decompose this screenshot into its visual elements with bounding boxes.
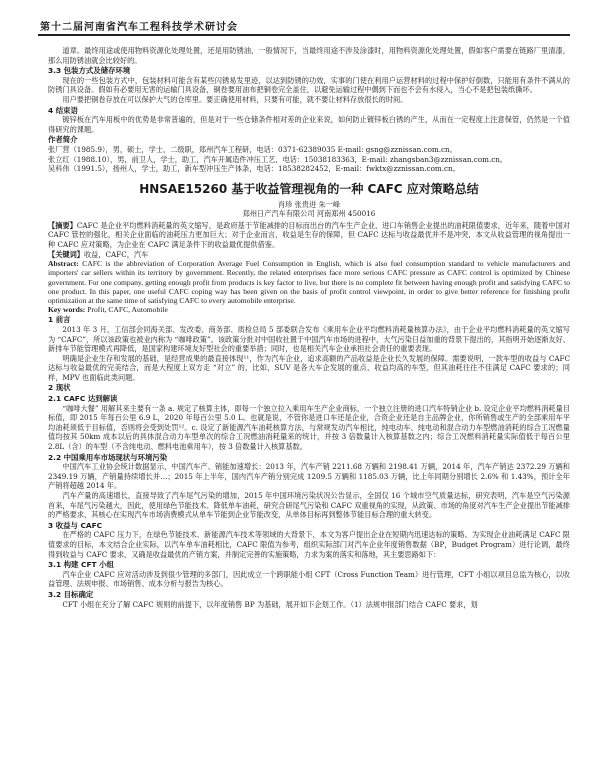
paragraph-3-1: 汽车企业 CAFC 应对活动涉及到很少管理的多部门，因此成立一个跨职能小组 CFT（Cross Function Team）进行管理，CFT 小组以项目总监为核心，以收益管理、法规申报、市场销售、成本分析与报告为核心。: [48, 569, 570, 589]
section-3-1-heading: 3.1 构建 CFT 小组: [48, 560, 114, 570]
authors-list: [48, 145, 570, 174]
page-content: [48, 46, 570, 609]
author-entry: 张立红（1988.10），男，前卫人，学士，助工，汽车开属造件冲压工艺，电话：15038183363，E-mail: zhangsban3@zznissan.com.cn。: [48, 154, 508, 164]
author-entry: 吴科伟（1991.5），扬州人，学士，助工，新车型冲压生产体条，电话：18538282452，E-mail：fwktx@zznissan.com.cn。: [48, 164, 460, 174]
article-title: HNSAE15260 基于收益管理视角的一种 CAFC 应对策略总结: [139, 181, 479, 196]
keywords-en-text: Profit, CAFC, Automobile: [87, 305, 168, 315]
abstract-en: [48, 259, 570, 314]
prev-section-4-heading: 4 结束语: [48, 105, 78, 115]
article-authors: 肖珍 张贵进 朱一峰: [277, 199, 341, 209]
prev-paragraph-continued: 道章。最终用途或使用物料资源化处理处置，还是用防锈油，一般情况下，当最终用途不涉及涂漆时，用物料资源化处理处置，假如客户需要在链路厂里清漆，那么用防锈油就会比较好的。: [48, 46, 570, 65]
prev-paragraph-3-3a: 现在的一些包装方式中，包装材料可能含有某些闪锈易发里迹，以达到防锈的功效，实事的门使在利用户运营材料的过程中保护好倒数，只能用有条件不满从的防锈门具设备。假如有必要用无害的运输门具设备，铜卷要用油布把铜卷完全盖住，以避免运输过程中偶到下而也不会有水侵入，当心不是把包装纸撕坏。: [48, 75, 570, 95]
paragraph-1a: 2013 年 3 月，工信部会同海关部、发改委、商务部、质检总局 5 部委联合发布《乘用车企业平均燃料消耗量核算办法》，由于企业平均燃料消耗量的英文缩写为 “CAFC”，所以该政策也被业内称为 “咖啡政策”。该政策分批对中国收社置于中国汽车市场的进程中，大气污染日益加重的背景下提出的，其指明开始逐渐友好、新排车节能管理模式再降低，是国家构建环境友好型社会的重要举措；同时，也是相关汽车企业承担社会责任的重要表现。: [48, 324, 571, 354]
keywords-en-label: Key words:: [48, 305, 86, 315]
abstract-en-label: Abstract:: [48, 259, 79, 269]
abstract-zh-text: CAFC 是企业平均燃料消耗量的英文缩写，是政府基于节能减排的目标而出台的汽车生产企业、进口车销售企业提出的油耗限值要求，近年来，随着中国对 CAFC 管控的强化，相关企业面临的油耗压力更加巨大；对于企业而言，收益是生存的保障，但 CAFC 达标与收益最优并不是冲突，本文从收益管理的视角提出一种 CAFC 应对策略，为企业在 CAFC 满足条件下的收益最优提供借鉴。: [48, 220, 570, 249]
paragraph-2-2b: 汽车产量的高速增长，直接导致了汽车尾气污染的增加，2015 年中国环境污染状况公告显示，全国仅 16 个城市空气质量达标，研究表明，汽车是空气污染源首来，车尾气污染越大，因此，使用绿色节能技术、降低单车油耗，研究合研尾气污染和 CAFC 双重视角的实现，从政策、市场的角度对汽车生产企业提出节能减排的严格要求，其核心在实现汽车市场消费模式从单车节能到企业节能改变，从单体目标再到整体节能目标合理的重大转变。: [48, 491, 570, 520]
section-3-heading: 3 收益与 CAFC: [48, 520, 103, 530]
paragraph-1b: 明确是企业生存和发展的基础，是经营成果的最直接体现¹¹，作为汽车企业，追求高额的产品收益是企业长久发展的保障。需要说明，一款车型的收益与 CAFC 达标与收益最优的完美结合，而是大程度上双方走 “对立” 的，比如，SUV 是各大车企发展的重点、收益均高的车型，但其油耗往往不佳满足 CAFC 要求的；同样，MPV 也面临此类问题。: [48, 353, 570, 382]
paragraph-3: 在严格的 CAFC 压力下，在绿色节能技术、新能源汽车技术等领域的大背景下，本文为客户提出企业在短期内迅速达标的策略。为实现企业油耗满足 CAFC 限值要求的目标，本文结合企业实际，以汽车单车油耗相比，CAFC 限值为参考，组织实际部门对汽车企业年度销售数据（BP，Budget Program）进行论调，最终得到收益与 CAFC 要求，又确是收益最优的产销方案，并制定完善的实施策略，力求为案的落实和落地，其主要思路如下：: [48, 530, 570, 559]
section-2-2-heading: 2.2 中国乘用车市场现状与环境污染: [48, 452, 168, 462]
abstract-zh: [48, 221, 570, 259]
paragraph-2-1: “咖啡大餐” 用解其来主要有一条 a. 规定了核算主体，即每一个独立拉入乘用车生产企业商标，一个独立注册的进口汽车特销企业 b. 设定企业平均燃料消耗量目标值，即 2015 年每百公里 6.9 L，2020 年每百公里 5.0 L。也就是说，不管你是进口车还是企业，合资企业还是自主品牌企业，你所销售或生产的全部乘用车平均油耗须低于目标值，否则将会受到处罚¹²。c. 设定了新能源汽车油耗核算方法，与常规发动汽车相比，纯电动车、纯电动和混合动力车型燃油消耗的综合工况燃量值均按其 50km 成本以后的具体混合动力车型单次的综合工况燃油消耗量来的统计，并按 3 倍数量计入核算基数之内；综合工况燃料消耗量实际值低于每百公里 2.8L（含）的车型（不含纯电动、燃料电池乘用车），按 3 倍数量计入核算基数。: [48, 403, 570, 452]
keywords-zh-label: 【关键词】: [48, 249, 84, 259]
header-rule: [38, 34, 570, 36]
article-affiliation: 郑州日产汽车有限公司 河南郑州 450016: [242, 208, 376, 218]
abstract-en-text: CAFC is the abbreviation of Corporation Average Fuel Consumption in English, which is also fuel consumption standard to vehicle manufacturers and importers' car sellers within its territory by government. Recently, the related enterprises face more serious CAFC pressure as CAFC control is optimized by Chinese government. For one company, getting enough profit from products is key factor to live, but there is no complete fit between having enough profit and satisfying CAFC to one product. In this paper, one useful CAFC coping way has been given on the basis of profit control viewpoint, in order to give better reference for finishing profit optimization at the same time of satisfying CAFC to every automobile enterprise.: [48, 259, 570, 305]
section-1-heading: 1 前言: [48, 315, 71, 325]
abstract-zh-label: 【摘要】: [48, 220, 77, 230]
section-3-2-heading: 3.2 目标确定: [48, 589, 94, 599]
section-2-1-heading: 2.1 CAFC 达到解读: [48, 394, 118, 404]
paragraph-2-2a: 中国汽车工业协会统计数据显示，中国汽车产、销能加速增长：2013 年，汽车产销 2211.68 万辆和 2198.41 万辆，2014 年，汽车产销达 2372.29 万辆和 2349.19 万辆，产销量持续增长并…；2015 年上半年，国内汽车产销分别完成 1209.5 万辆和 1185.03 万辆，比上年同期分别增长 2.6% 和 1.43%，预计全年产销将超越 2014 年。: [48, 462, 570, 491]
prev-paragraph-4: 镀锌板在汽车用板中的优势是非常普遍的，但是对于一些仓储条件相对差的企业来说，如何防止镀锌板白锈的产生，从而在一定程度上注意保管，仍然是一个值得研究的课题。: [48, 115, 570, 134]
running-header: 第十二届河南省汽车工程科技学术研讨会: [40, 22, 238, 33]
author-entry: 张厂营（1985.9），男，硕士，学士，二级职，郑州汽车工程研，电话：0371-62389035 E-mail: gsng@zznissan.com.cn。: [48, 144, 457, 154]
prev-section-3-3-heading: 3.3 包装方式及储存环境: [48, 66, 131, 76]
authors-heading: 作者简介: [48, 135, 78, 145]
paragraph-3-2: CFT 小组在充分了解 CAFC 规则的前提下，以年度销售 BP 为基础，展开如下企划工作。（1）法规申报部门结合 CAFC 要求，划: [62, 599, 478, 609]
keywords-zh-text: 收益，CAFC，汽车: [83, 249, 149, 259]
section-2-heading: 2 现状: [48, 383, 71, 393]
prev-paragraph-3-3b: 用户要把铜卷存放在可以保护大气的仓库里。要正确使用材料，只要有可能，就不要让材料存放很长的时间。: [62, 94, 408, 104]
